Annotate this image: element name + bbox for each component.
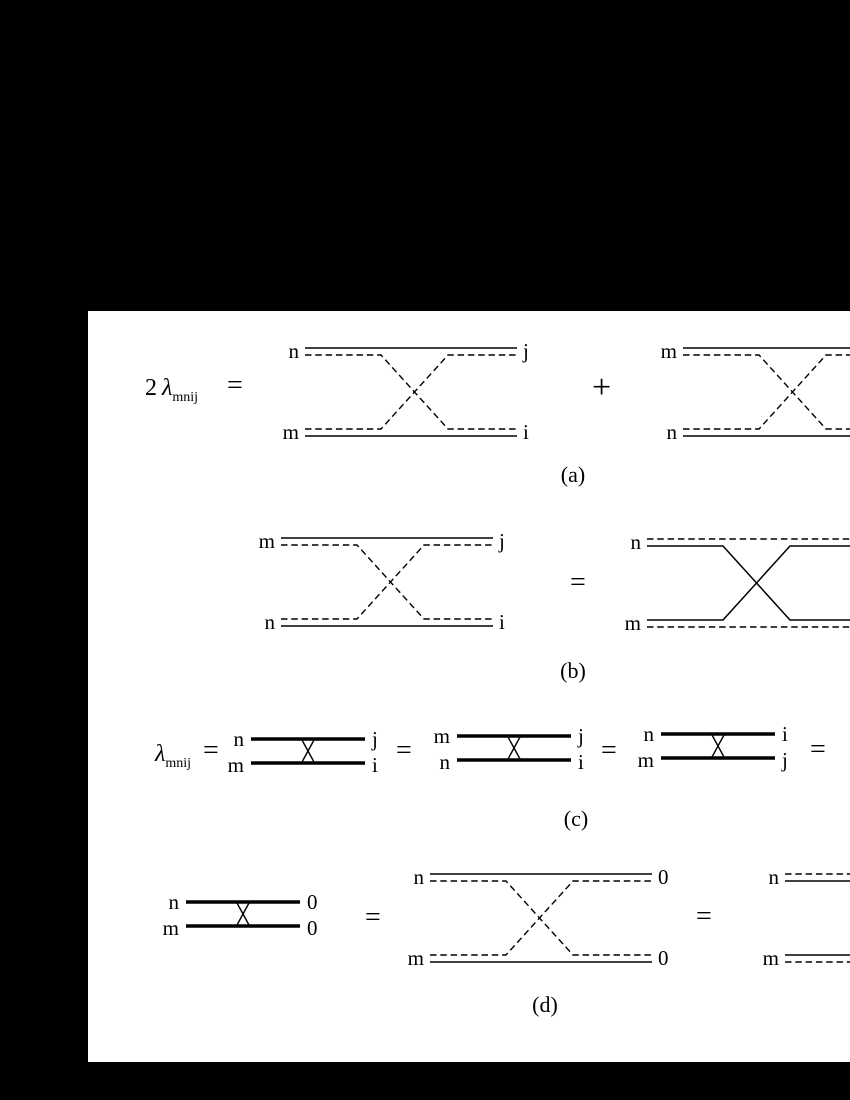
bottom-left-label: m xyxy=(162,916,179,940)
crossed-dashed-line-2 xyxy=(430,881,652,955)
top-left-label: n xyxy=(768,865,779,889)
bottom-left-label: n xyxy=(666,420,677,444)
caption-d: (d) xyxy=(532,992,558,1017)
bottom-right-label: i xyxy=(578,750,584,774)
diagram-svg xyxy=(305,344,517,440)
equation-a-lhs xyxy=(145,375,199,405)
coefficient: 2 xyxy=(145,375,157,401)
bottom-left-label: m xyxy=(637,748,654,772)
equals-sign-c1: = xyxy=(396,735,412,766)
lambda-symbol: λ xyxy=(155,741,166,767)
diagram-d3-solid-cross-clipped xyxy=(762,865,850,970)
top-left-label: n xyxy=(288,339,299,363)
figure-page xyxy=(88,311,850,1062)
top-right-label: 0 xyxy=(307,890,318,914)
diagram-svg xyxy=(660,728,776,764)
crossed-dashed-line-2 xyxy=(281,545,493,619)
diagram-svg xyxy=(683,344,850,440)
equals-sign-a: = xyxy=(227,370,243,401)
equals-sign-c-lhs: = xyxy=(203,735,219,766)
bottom-left-label: m xyxy=(407,946,424,970)
bottom-left-label: m xyxy=(227,753,244,777)
diagram-d1-vertex xyxy=(162,890,318,940)
diagram-a1-dashed-cross xyxy=(282,339,529,444)
equals-sign-b: = xyxy=(570,567,586,598)
diagram-svg xyxy=(281,534,493,630)
diagram-svg xyxy=(785,870,850,966)
top-right-label: i xyxy=(782,722,788,746)
bottom-right-label: j xyxy=(782,748,788,772)
crossed-dashed-line-1 xyxy=(281,545,493,619)
top-right-label: j xyxy=(499,529,505,553)
top-right-label: j xyxy=(372,727,378,751)
bottom-left-label: n xyxy=(264,610,275,634)
equals-sign-d2: = xyxy=(696,901,712,932)
crossed-solid-line-1 xyxy=(647,546,850,620)
crossed-dashed-line-1 xyxy=(430,881,652,955)
crossed-dashed-line-1 xyxy=(683,355,850,429)
lambda-subscript: mnij xyxy=(172,389,199,405)
top-left-label: m xyxy=(258,529,275,553)
bottom-left-label: m xyxy=(282,420,299,444)
diagram-svg xyxy=(250,733,366,769)
equals-sign-c2: = xyxy=(601,735,617,766)
bottom-right-label: i xyxy=(499,610,505,634)
plus-sign-a: + xyxy=(592,369,612,406)
crossed-dashed-line-2 xyxy=(305,355,517,429)
bottom-right-label: 0 xyxy=(307,916,318,940)
top-left-label: n xyxy=(413,865,424,889)
top-right-label: 0 xyxy=(658,865,669,889)
diagram-c3-vertex xyxy=(637,722,788,772)
bottom-left-label: n xyxy=(439,750,450,774)
caption-c: (c) xyxy=(563,806,589,831)
crossed-solid-line-2 xyxy=(647,546,850,620)
diagram-d2-dashed-cross xyxy=(407,865,669,970)
equation-c-lhs xyxy=(155,741,192,771)
top-left-label: n xyxy=(233,727,244,751)
top-left-label: n xyxy=(168,890,179,914)
bottom-left-label: m xyxy=(762,946,779,970)
top-left-label: n xyxy=(643,722,654,746)
diagram-svg xyxy=(647,535,850,631)
top-left-label: n xyxy=(630,530,641,554)
bottom-right-label: i xyxy=(372,753,378,777)
top-right-label: j xyxy=(523,339,529,363)
caption-a: (a) xyxy=(560,462,586,487)
crossed-dashed-line-2 xyxy=(683,355,850,429)
equals-sign-d1: = xyxy=(365,902,381,933)
diagram-c2-vertex xyxy=(433,724,584,774)
caption-b: (b) xyxy=(560,658,586,683)
lambda-symbol: λ xyxy=(162,375,173,401)
crossed-solid-line-1 xyxy=(785,881,850,955)
diagram-svg xyxy=(185,896,301,932)
diagram-b2-solid-cross-clipped xyxy=(624,530,850,635)
diagram-svg xyxy=(430,870,652,966)
diagram-b1-dashed-cross xyxy=(258,529,505,634)
top-left-label: m xyxy=(660,339,677,363)
bottom-right-label: i xyxy=(523,420,529,444)
top-left-label: m xyxy=(433,724,450,748)
bottom-left-label: m xyxy=(624,611,641,635)
lambda-subscript: mnij xyxy=(165,755,192,771)
top-right-label: j xyxy=(578,724,584,748)
crossed-dashed-line-1 xyxy=(305,355,517,429)
crossed-solid-line-2 xyxy=(785,881,850,955)
equals-sign-c3: = xyxy=(810,734,826,765)
diagram-c1-vertex xyxy=(227,727,378,777)
diagram-svg xyxy=(456,730,572,766)
diagram-a2-dashed-cross-clipped xyxy=(660,339,850,444)
bottom-right-label: 0 xyxy=(658,946,669,970)
